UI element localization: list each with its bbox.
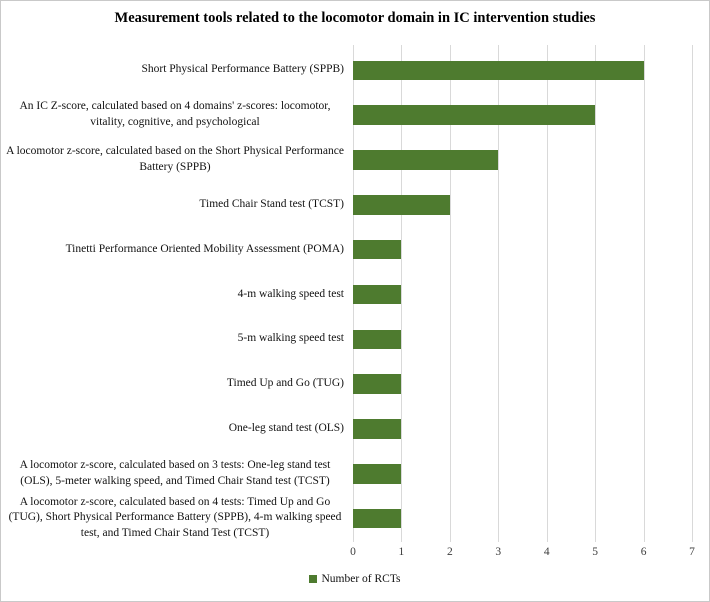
category-label: Short Physical Performance Battery (SPPB): [141, 63, 344, 76]
x-tick-label: 6: [640, 546, 647, 558]
bar: [353, 330, 401, 350]
category-label: 5-m walking speed test: [237, 332, 344, 345]
chart-title: Measurement tools related to the locomotor domain in IC intervention studies: [114, 10, 596, 26]
x-tick-label: 3: [495, 546, 502, 558]
bar: [353, 285, 401, 305]
category-label: A locomotor z-score, calculated based on 3 tests: One-leg stand test (OLS), 5-meter walking speed, and Timed Chair Stand test (TCST): [19, 458, 331, 487]
bar: [353, 61, 644, 81]
bar: [353, 195, 450, 215]
category-label: 4-m walking speed test: [237, 287, 344, 300]
bar: [353, 240, 401, 260]
x-tick-label: 0: [350, 546, 356, 558]
category-label: One-leg stand test (OLS): [228, 422, 344, 435]
bar: [353, 509, 401, 529]
x-tick-label: 2: [446, 546, 453, 558]
category-label: A locomotor z-score, calculated based on the Short Physical Performance Battery (SPPB): [6, 145, 344, 174]
bar: [353, 105, 595, 125]
category-label: Timed Chair Stand test (TCST): [199, 197, 344, 210]
legend: [1, 573, 709, 585]
bar: [353, 374, 401, 394]
category-label: A locomotor z-score, calculated based on 4 tests: Timed Up and Go (TUG), Short Physical Performance Battery (SPPB), 4-m walking speed test, and Timed Chair Stand Test (TCST): [8, 495, 342, 540]
category-label: Tinetti Performance Oriented Mobility Assessment (POMA): [65, 242, 344, 255]
gridline: [595, 45, 596, 542]
legend-swatch-icon: [309, 575, 317, 583]
bar: [353, 150, 498, 170]
bar: [353, 464, 401, 484]
x-tick-label: 7: [689, 546, 695, 558]
category-label: An IC Z-score, calculated based on 4 domains' z-scores: locomotor, vitality, cognitive, and psychological: [19, 100, 331, 129]
x-tick-label: 1: [398, 546, 405, 558]
legend-label: Number of RCTs: [321, 573, 401, 585]
x-tick-label: 5: [592, 546, 599, 558]
plot-area: [1, 1, 709, 601]
gridline: [644, 45, 645, 542]
category-label: Timed Up and Go (TUG): [226, 377, 344, 390]
x-tick-label: 4: [543, 546, 550, 558]
bar: [353, 419, 401, 439]
gridline: [692, 45, 693, 542]
